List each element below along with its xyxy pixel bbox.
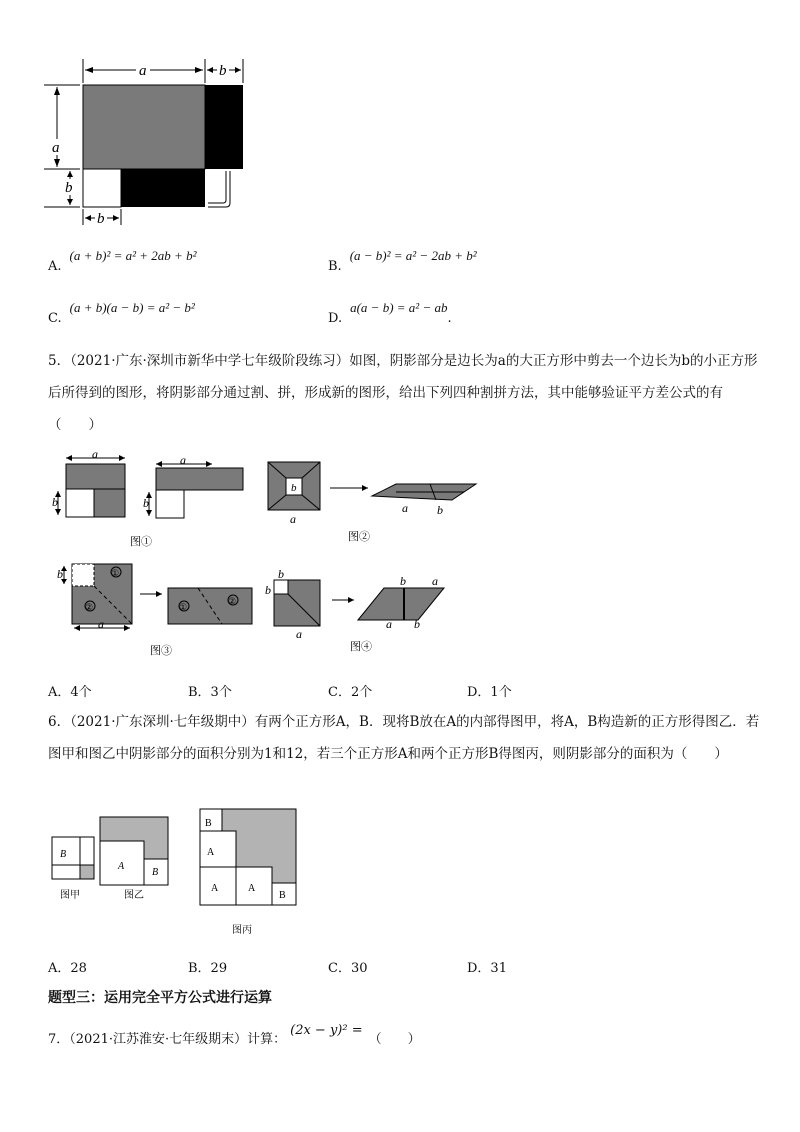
q5-option-b[interactable]: B．3个 — [188, 685, 232, 700]
svg-text:②: ② — [85, 602, 94, 612]
a-square-gray — [83, 85, 205, 169]
option-letter: C. — [48, 311, 62, 326]
svg-text:b: b — [278, 567, 284, 581]
svg-text:b: b — [265, 583, 271, 597]
option-formula: (a − b)² = a² − 2ab + b² — [349, 248, 477, 263]
q6-option-d[interactable]: D．31 — [467, 961, 507, 976]
svg-text:B: B — [152, 867, 159, 878]
label-a-left: a — [52, 140, 60, 156]
q5-option-a[interactable]: A．4个 — [48, 685, 92, 700]
fig4-caption: 图④ — [350, 641, 372, 653]
bottom-black-strip — [121, 169, 205, 207]
svg-text:b: b — [143, 496, 149, 510]
right-black-strip — [205, 85, 243, 169]
q6-option-b[interactable]: B．29 — [188, 961, 228, 976]
q6-figures — [48, 805, 308, 940]
svg-text:A: A — [118, 861, 125, 872]
q7-formula: (2x − y)² = — [290, 1023, 363, 1038]
svg-text:a: a — [92, 448, 98, 461]
fig1-caption: 图① — [130, 536, 152, 548]
option-letter: D. — [328, 311, 343, 326]
q5-option-c[interactable]: C．2个 — [328, 685, 373, 700]
q5-question-text: 5．（2021·广东·深圳市新华中学七年级阶段练习）如图，阴影部分是边长为a的大正方形中剪去一个边长为b的小正方形后所得到的图形，将阴影部分通过割、拼，形成新的图形，给出下列四种割拼方法，其中能够验证平方差公式的有（ ） — [48, 353, 758, 433]
q7-question — [48, 1023, 421, 1047]
bing-caption: 图丙 — [232, 925, 252, 936]
q4-option-a[interactable] — [48, 248, 197, 274]
jia-caption: 图甲 — [60, 890, 80, 901]
section-title: 题型三：运用完全平方公式进行运算 — [48, 990, 272, 1006]
move-arrow — [208, 171, 226, 203]
svg-text:a: a — [290, 512, 296, 526]
svg-text:A: A — [211, 883, 219, 894]
svg-text:a: a — [296, 627, 302, 641]
svg-text:①: ① — [179, 602, 188, 612]
svg-text:a: a — [386, 617, 392, 631]
svg-text:B: B — [205, 818, 212, 829]
svg-text:b: b — [52, 495, 58, 509]
svg-text:A: A — [207, 847, 215, 858]
svg-text:a: a — [180, 453, 186, 467]
svg-text:A: A — [248, 883, 256, 894]
label-b-bottom: b — [97, 211, 105, 227]
label-b-left: b — [65, 180, 73, 196]
svg-text:②: ② — [228, 596, 237, 606]
label-b-top: b — [219, 63, 227, 79]
q4-option-d[interactable] — [328, 300, 452, 326]
q7-answer-blank[interactable]: （ ） — [368, 1032, 421, 1047]
q7-text: 7．（2021·江苏淮安·七年级期末）计算： — [48, 1032, 287, 1047]
q4-option-b[interactable] — [328, 248, 477, 274]
q4-diagram — [40, 55, 270, 230]
option-letter: A. — [48, 259, 62, 274]
svg-text:b: b — [414, 617, 420, 631]
svg-text:b: b — [291, 482, 297, 494]
svg-text:①: ① — [111, 568, 120, 578]
q5-option-d[interactable]: D．1个 — [467, 685, 512, 700]
svg-text:B: B — [279, 890, 286, 901]
label-a-top: a — [139, 63, 147, 79]
q6-option-a[interactable]: A．28 — [48, 961, 87, 976]
b-square-white — [83, 169, 121, 207]
q5-figures — [50, 448, 490, 663]
svg-text:B: B — [60, 849, 67, 860]
svg-text:b: b — [57, 567, 63, 581]
svg-text:a: a — [98, 617, 104, 631]
svg-text:b: b — [437, 503, 443, 517]
q4-option-c[interactable] — [48, 300, 195, 326]
fig3-caption: 图③ — [150, 645, 172, 657]
q6-option-c[interactable]: C．30 — [328, 961, 368, 976]
option-formula: (a + b)(a − b) = a² − b² — [69, 300, 195, 315]
q6-question-text: 6．（2021·广东深圳·七年级期中）有两个正方形A，B．现将B放在A的内部得图甲，将A，B构造新的正方形得图乙．若图甲和图乙中阴影部分的面积分别为1和12，若三个正方形A和两个正方形B得图丙，则阴影部分的面积为（ ） — [48, 714, 760, 762]
option-formula: a(a − b) = a² − ab — [350, 300, 448, 315]
option-letter: B. — [328, 259, 342, 274]
option-suffix: . — [447, 311, 452, 326]
svg-text:b: b — [400, 574, 406, 588]
fig2-caption: 图② — [348, 531, 370, 543]
svg-text:a: a — [402, 501, 408, 515]
option-formula: (a + b)² = a² + 2ab + b² — [69, 248, 197, 263]
svg-text:a: a — [432, 574, 438, 588]
yi-caption: 图乙 — [124, 890, 144, 901]
